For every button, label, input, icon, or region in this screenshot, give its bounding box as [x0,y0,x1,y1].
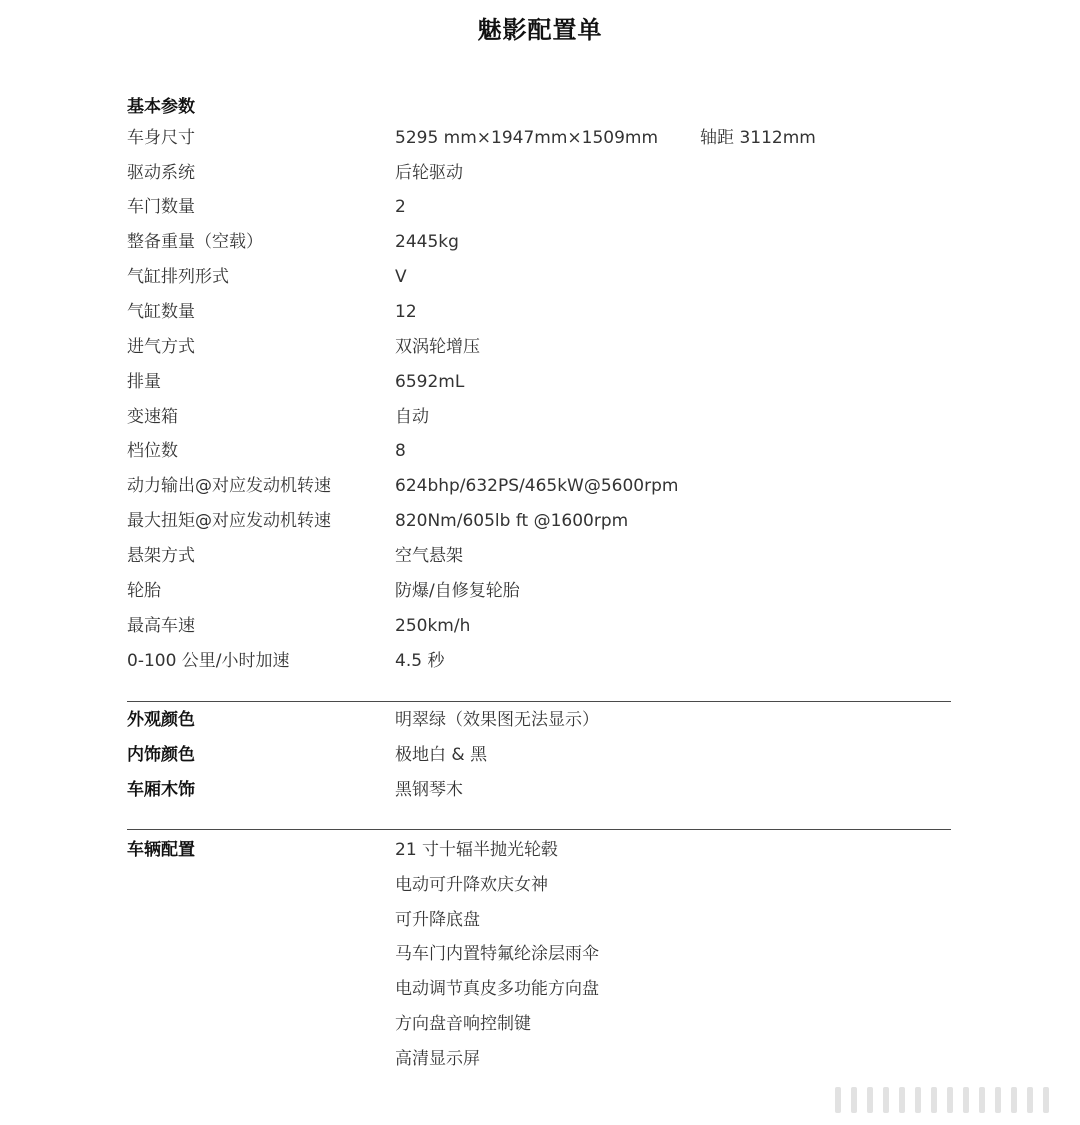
spec-value: 空气悬架 [395,546,463,566]
spec-value: 250km/h [395,616,471,636]
color-value: 极地白 & 黑 [395,745,488,765]
wheelbase-value: 轴距 3112mm [700,128,816,148]
spec-value: 820Nm/605lb ft @1600rpm [395,511,629,531]
config-item: 电动调节真皮多功能方向盘 [395,979,599,1000]
watermark-bar [867,1087,873,1113]
watermark-bar [915,1087,921,1113]
spec-row-gears [0,434,1080,468]
spec-value: 6592mL [395,372,465,392]
spec-value [395,121,816,155]
spec-row-gearbox [0,400,1080,434]
spec-value: 自动 [395,407,429,427]
spec-value: 防爆/自修复轮胎 [395,581,520,601]
spec-label: 轮胎 [127,581,161,601]
spec-row-drive [0,156,1080,190]
watermark-bar [995,1087,1001,1113]
spec-value-main: 5295 mm×1947mm×1509mm [395,128,659,148]
spec-row-intake [0,330,1080,364]
spec-value: 双涡轮增压 [395,337,480,357]
spec-row-top-speed [0,609,1080,643]
color-label: 内饰颜色 [127,745,195,765]
spec-row-suspension [0,539,1080,573]
color-value: 明翠绿（效果图无法显示） [395,710,599,730]
config-item: 马车门内置特氟纶涂层雨伞 [395,944,599,965]
spec-label: 进气方式 [127,337,195,357]
spec-label: 档位数 [127,441,178,461]
basic-params-heading: 基本参数 [127,97,195,117]
spec-value: V [395,267,407,287]
watermark-graphic [835,1085,1075,1115]
watermark-bar [963,1087,969,1113]
spec-label: 变速箱 [127,407,178,427]
watermark-bar [1011,1087,1017,1113]
config-item: 21 寸十辐半抛光轮毂 [395,840,559,860]
spec-value: 4.5 秒 [395,651,445,671]
color-label: 车厢木饰 [127,780,195,800]
color-row-interior [0,738,1080,772]
spec-label: 气缸数量 [127,302,195,322]
spec-label: 驱动系统 [127,163,195,183]
page-title: 魅影配置单 [477,16,603,44]
spec-label: 最大扭矩@对应发动机转速 [127,511,331,531]
config-item: 电动可升降欢庆女神 [395,874,548,895]
watermark-bar [851,1087,857,1113]
color-row-veneer [0,773,1080,807]
color-label: 外观颜色 [127,710,195,730]
watermark-bar [899,1087,905,1113]
spec-row-weight [0,225,1080,259]
spec-label: 气缸排列形式 [127,267,229,287]
config-item: 高清显示屏 [395,1048,480,1069]
spec-value: 2445kg [395,232,459,252]
spec-label: 最高车速 [127,616,195,636]
spec-label: 整备重量（空载） [127,232,263,252]
watermark-bar [931,1087,937,1113]
spec-row-acceleration [0,644,1080,678]
watermark-bar [883,1087,889,1113]
spec-row-power [0,469,1080,503]
section-divider [127,701,951,702]
spec-label: 动力输出@对应发动机转速 [127,476,331,496]
spec-row-displacement [0,365,1080,399]
config-list [395,833,599,1077]
watermark-bar [1043,1087,1049,1113]
spec-label: 0-100 公里/小时加速 [127,651,290,671]
watermark-bar [979,1087,985,1113]
watermark-bar [947,1087,953,1113]
config-item: 可升降底盘 [395,909,480,930]
spec-row-cylinder-layout [0,260,1080,294]
spec-value: 624bhp/632PS/465kW@5600rpm [395,476,679,496]
spec-value: 12 [395,302,417,322]
spec-label: 悬架方式 [127,546,195,566]
spec-row-torque [0,504,1080,538]
section-divider [127,829,951,830]
spec-row-tyres [0,574,1080,608]
watermark-bar [835,1087,841,1113]
spec-row-body-size [0,121,1080,155]
spec-value: 后轮驱动 [395,163,463,183]
color-value: 黑钢琴木 [395,780,463,800]
spec-label: 车身尺寸 [127,128,195,148]
config-item: 方向盘音响控制键 [395,1013,531,1034]
spec-row-doors [0,190,1080,224]
spec-row-cylinders [0,295,1080,329]
watermark-bar [1027,1087,1033,1113]
config-label: 车辆配置 [127,840,195,860]
spec-value: 8 [395,441,406,461]
spec-value: 2 [395,197,406,217]
spec-label: 排量 [127,372,161,392]
spec-label: 车门数量 [127,197,195,217]
color-row-exterior [0,703,1080,737]
